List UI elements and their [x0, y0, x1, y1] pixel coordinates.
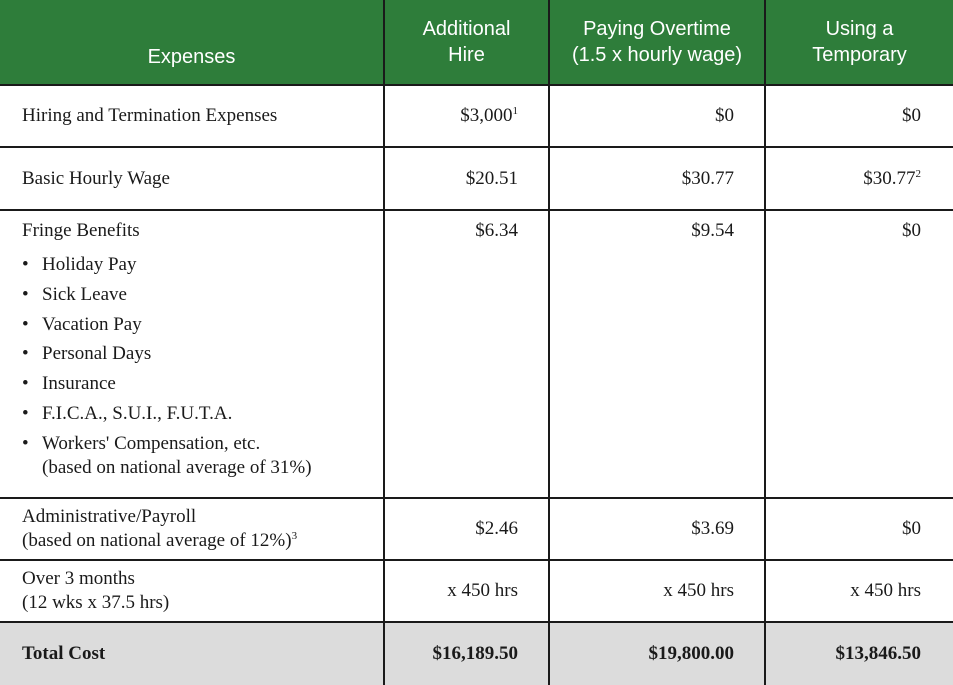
fringe-overtime-value: $9.54 [549, 210, 765, 498]
admin-label-line1: Administrative/Payroll [22, 506, 197, 527]
header-additional-hire-line1: Additional [422, 18, 511, 40]
period-overtime-value: x 450 hrs [549, 560, 765, 622]
period-label-line2: (12 wks x 37.5 hrs) [22, 592, 170, 613]
period-label-cell [0, 560, 384, 622]
admin-temporary-value: $0 [765, 498, 953, 560]
row-total-cost [0, 622, 953, 685]
row-over-3-months [0, 560, 953, 622]
admin-label-cell [0, 498, 384, 560]
wage-overtime-value: $30.77 [549, 147, 765, 210]
hiring-hire-amount: $3,000 [460, 105, 513, 126]
admin-overtime-value: $3.69 [549, 498, 765, 560]
bullet-icon: • [22, 432, 29, 454]
footnote-1: 1 [512, 105, 518, 117]
list-item: • Insurance [22, 373, 116, 395]
bullet-icon: • [22, 254, 29, 275]
footnote-2: 2 [915, 167, 921, 180]
bullet-icon: • [22, 402, 29, 424]
fringe-temporary-value: $0 [765, 210, 953, 498]
hiring-temporary-value: $0 [765, 85, 953, 147]
bullet-icon: • [22, 283, 29, 305]
total-temporary-value: $13,846.50 [765, 622, 953, 685]
header-paying-overtime-line1: Paying Overtime [583, 18, 731, 40]
admin-hire-value: $2.46 [384, 498, 549, 560]
header-paying-overtime-line2: (1.5 x hourly wage) [571, 44, 743, 66]
bullet-icon: • [22, 373, 29, 395]
list-item: • Personal Days [22, 343, 152, 365]
row-administrative-payroll [0, 498, 953, 560]
hiring-label: Hiring and Termination Expenses [0, 85, 384, 147]
fringe-label: Fringe Benefits [22, 220, 140, 241]
period-label-line1: Over 3 months [22, 568, 135, 589]
header-expenses [0, 0, 384, 85]
total-hire-value: $16,189.50 [384, 622, 549, 685]
list-item: • Workers' Compensation, etc. (based on national average of 31%) [22, 432, 383, 480]
header-row [0, 0, 953, 85]
bullet-icon: • [22, 343, 29, 365]
list-item: • Sick Leave [22, 283, 127, 305]
wage-temporary-amount: $30.77 [863, 167, 916, 189]
row-hiring-termination [0, 85, 953, 147]
wage-hire-value: $20.51 [384, 147, 549, 210]
wage-label: Basic Hourly Wage [0, 147, 384, 210]
header-using-temporary-line1: Using a [825, 18, 894, 40]
row-fringe-benefits [0, 210, 953, 498]
admin-label-line2-wrap [22, 529, 383, 553]
hiring-overtime-value: $0 [549, 85, 765, 147]
period-temporary-value: x 450 hrs [765, 560, 953, 622]
row-basic-hourly-wage [0, 147, 953, 210]
fringe-label-cell [0, 210, 384, 498]
list-item: • F.I.C.A., S.U.I., F.U.T.A. [22, 402, 233, 424]
wage-temporary-value [765, 147, 953, 210]
header-additional-hire-line2: Hire [448, 44, 485, 66]
list-item: • Holiday Pay [22, 254, 137, 275]
header-using-temporary [765, 0, 953, 85]
period-hire-value: x 450 hrs [384, 560, 549, 622]
header-paying-overtime [549, 0, 765, 85]
fringe-note: (based on national average of 31%) [42, 456, 312, 478]
header-using-temporary-line2: Temporary [812, 44, 907, 66]
total-label: Total Cost [0, 622, 384, 685]
fringe-hire-value: $6.34 [384, 210, 549, 498]
bullet-icon: • [22, 313, 29, 335]
footnote-3: 3 [291, 530, 298, 542]
admin-label-line2: (based on national average of 12%) [22, 530, 292, 551]
total-overtime-value: $19,800.00 [549, 622, 765, 685]
header-expenses-label: Expenses [147, 46, 236, 68]
header-additional-hire [384, 0, 549, 85]
fringe-benefits-list [22, 253, 383, 480]
list-item: • Vacation Pay [22, 313, 142, 335]
hiring-hire-value [384, 85, 549, 147]
